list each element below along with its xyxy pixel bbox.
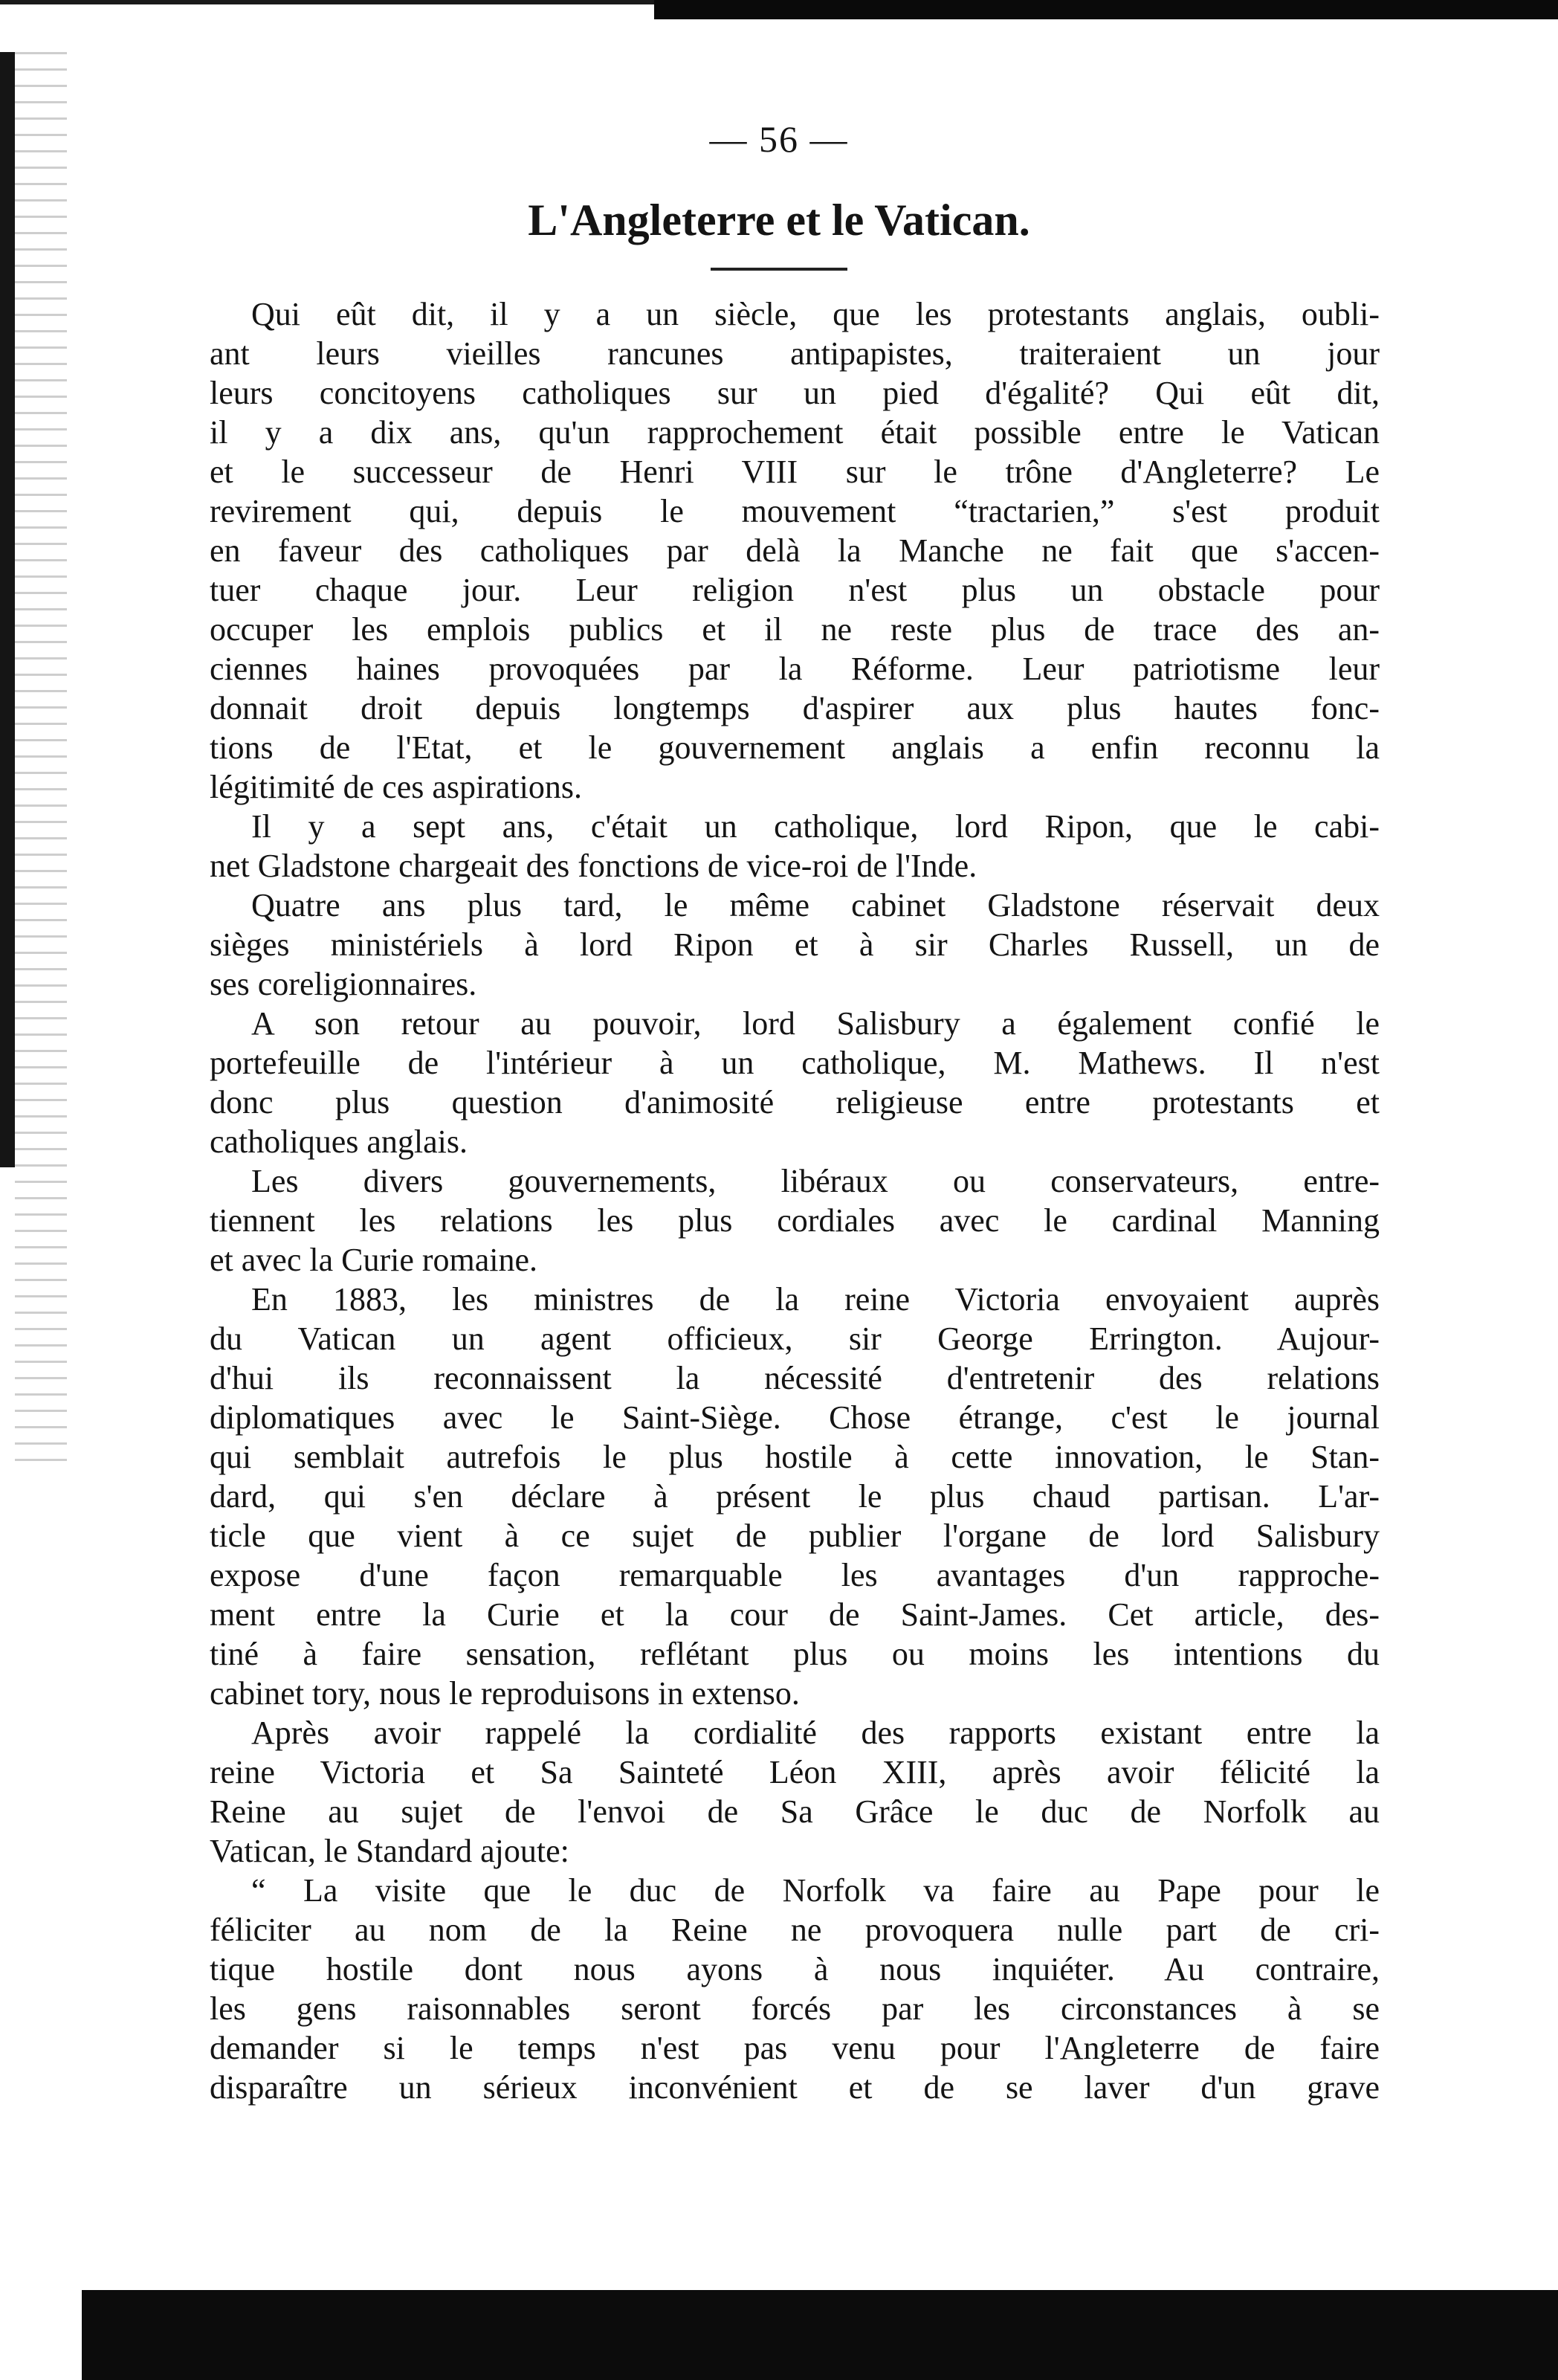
scan-border-top-thin	[0, 0, 654, 4]
text-line: dard, qui s'en déclare à présent le plus chaud partisan. L'ar-	[210, 1478, 1380, 1515]
text-line: demander si le temps n'est pas venu pour l'Angleterre de faire	[210, 2030, 1380, 2066]
scan-border-top	[654, 0, 1558, 19]
text-line: ant leurs vieilles rancunes antipapistes, traiteraient un jour	[210, 335, 1380, 372]
text-line: ticle que vient à ce sujet de publier l'organe de lord Salisbury	[210, 1518, 1380, 1554]
text-line: sièges ministériels à lord Ripon et à sir Charles Russell, un de	[210, 926, 1380, 963]
page-number: — 56 —	[709, 118, 849, 160]
text-line: Après avoir rappelé la cordialité des rapports existant entre la	[251, 1715, 1380, 1751]
text-line: diplomatiques avec le Saint-Siège. Chose étrange, c'est le journal	[210, 1399, 1380, 1436]
text-line: cabinet tory, nous le reproduisons in extenso.	[210, 1675, 800, 1712]
text-line: et le successeur de Henri VIII sur le trône d'Angleterre? Le	[210, 454, 1380, 490]
text-line: donnait droit depuis longtemps d'aspirer aux plus hautes fonc-	[210, 690, 1380, 726]
text-line: il y a dix ans, qu'un rapprochement était possible entre le Vatican	[210, 414, 1380, 451]
text-line: du Vatican un agent officieux, sir George Errington. Aujour-	[210, 1320, 1380, 1357]
text-line: occuper les emplois publics et il ne reste plus de trace des an-	[210, 611, 1380, 648]
text-line: tions de l'Etat, et le gouvernement anglais a enfin reconnu la	[210, 729, 1380, 766]
scan-margin-noise	[15, 52, 67, 1465]
text-line: tiennent les relations les plus cordiales avec le cardinal Manning	[210, 1202, 1380, 1239]
text-line: les gens raisonnables seront forcés par les circonstances à se	[210, 1990, 1380, 2027]
text-line: ment entre la Curie et la cour de Saint-James. Cet article, des-	[210, 1596, 1380, 1633]
text-line: Qui eût dit, il y a un siècle, que les protestants anglais, oubli-	[251, 296, 1380, 332]
article-body	[210, 294, 1380, 2107]
text-line: d'hui ils reconnaissent la nécessité d'entretenir des relations	[210, 1360, 1380, 1396]
text-line: leurs concitoyens catholiques sur un pied d'égalité? Qui eût dit,	[210, 375, 1380, 411]
text-line: ses coreligionnaires.	[210, 966, 477, 1002]
text-line: expose d'une façon remarquable les avantages d'un rapproche-	[210, 1557, 1380, 1593]
text-line: légitimité de ces aspirations.	[210, 769, 582, 805]
text-line: Les divers gouvernements, libéraux ou conservateurs, entre-	[251, 1163, 1380, 1199]
text-line: revirement qui, depuis le mouvement “tractarien,” s'est produit	[210, 493, 1380, 529]
text-line: net Gladstone chargeait des fonctions de vice-roi de l'Inde.	[210, 848, 977, 884]
article-title: L'Angleterre et le Vatican.	[528, 196, 1030, 245]
text-line: tiné à faire sensation, reflétant plus ou moins les intentions du	[210, 1636, 1380, 1672]
text-line: catholiques anglais.	[210, 1123, 468, 1160]
scan-border-bottom	[82, 2290, 1558, 2380]
text-line: tuer chaque jour. Leur religion n'est plus un obstacle pour	[210, 572, 1380, 608]
text-line: et avec la Curie romaine.	[210, 1242, 538, 1278]
text-line: féliciter au nom de la Reine ne provoquera nulle part de cri-	[210, 1912, 1380, 1948]
text-line: Vatican, le Standard ajoute:	[210, 1833, 569, 1869]
text-line: en faveur des catholiques par delà la Manche ne fait que s'accen-	[210, 532, 1380, 569]
text-line: portefeuille de l'intérieur à un catholique, M. Mathews. Il n'est	[210, 1045, 1380, 1081]
text-line: A son retour au pouvoir, lord Salisbury a également confié le	[251, 1005, 1380, 1042]
text-line: ciennes haines provoquées par la Réforme. Leur patriotisme leur	[210, 651, 1380, 687]
text-line: disparaître un sérieux inconvénient et de se laver d'un grave	[210, 2069, 1380, 2106]
text-line: “ La visite que le duc de Norfolk va faire au Pape pour le	[251, 1872, 1380, 1909]
text-line: qui semblait autrefois le plus hostile à cette innovation, le Stan-	[210, 1439, 1380, 1475]
text-line: Quatre ans plus tard, le même cabinet Gladstone réservait deux	[251, 887, 1380, 923]
text-line: En 1883, les ministres de la reine Victoria envoyaient auprès	[251, 1281, 1380, 1318]
text-line: reine Victoria et Sa Sainteté Léon XIII, après avoir félicité la	[210, 1754, 1380, 1790]
text-line: donc plus question d'animosité religieuse entre protestants et	[210, 1084, 1380, 1120]
text-line: Il y a sept ans, c'était un catholique, lord Ripon, que le cabi-	[251, 808, 1380, 845]
title-divider	[711, 268, 847, 271]
text-line: Reine au sujet de l'envoi de Sa Grâce le duc de Norfolk au	[210, 1793, 1380, 1830]
text-line: tique hostile dont nous ayons à nous inquiéter. Au contraire,	[210, 1951, 1380, 1987]
